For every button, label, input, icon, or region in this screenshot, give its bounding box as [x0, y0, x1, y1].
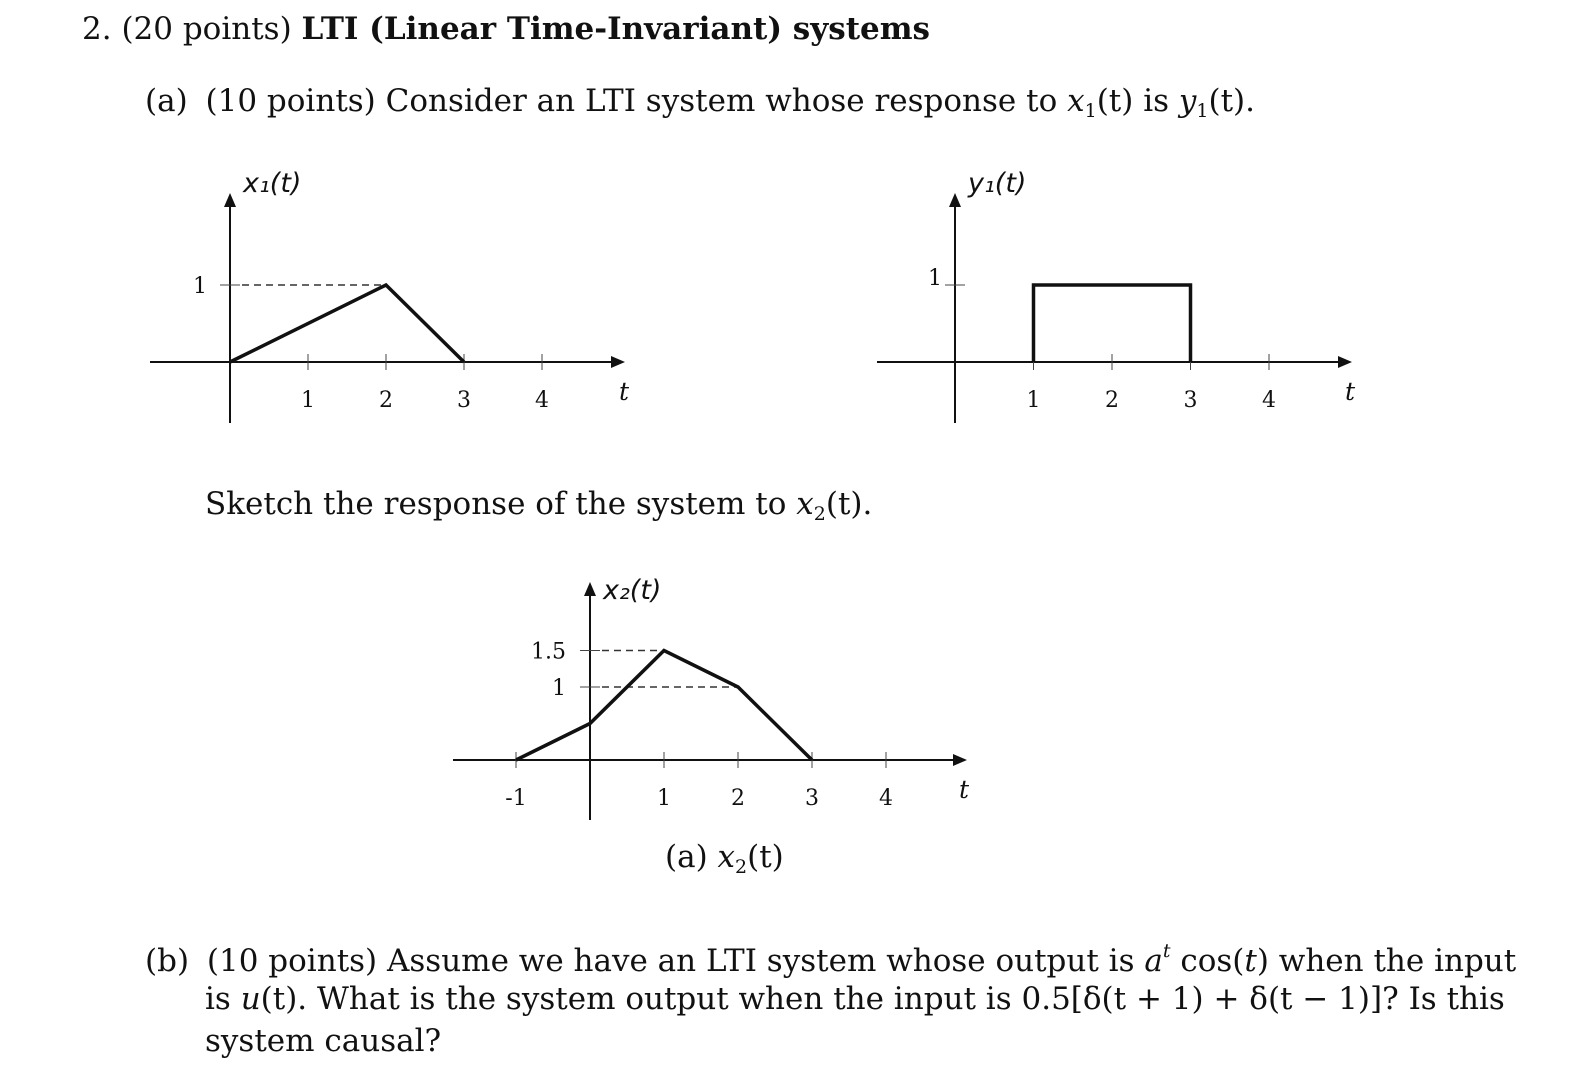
signal-series-line	[1034, 285, 1191, 362]
y-tick-label: 1	[552, 676, 566, 701]
part-b-points: (10 points)	[206, 943, 378, 979]
x-tick-label: 4	[535, 388, 549, 413]
signal-series-line	[516, 651, 812, 761]
part-b-line-1: (b) (10 points) Assume we have an LTI system whose output is $a^t$ cos(t) when the input	[145, 940, 1517, 979]
part-b-line-3: system causal?	[205, 1023, 442, 1059]
problem-number: 2.	[82, 11, 112, 47]
y-tick-label: 1.5	[531, 639, 566, 665]
part-a-points: (10 points)	[205, 83, 376, 119]
y-tick-label: 1	[193, 274, 207, 299]
part-a-statement: (a) (10 points) Consider an LTI system whose response to $x_1(t)$ is $y_1(t)$.	[145, 83, 1255, 122]
part-b-line-2: is u(t). What is the system output when the input is 0.5[δ(t + 1) + δ(t − 1)]? Is this	[205, 981, 1505, 1017]
x-axis-title: t	[618, 377, 630, 406]
x-tick-label: -1	[505, 786, 527, 811]
x-axis-title: t	[1344, 377, 1356, 406]
y-axis-title: x₂(t)	[603, 575, 662, 606]
part-b-label: (b)	[145, 943, 190, 979]
x-tick-label: 3	[1183, 388, 1198, 413]
x-tick-label: 1	[301, 388, 315, 413]
part-a-text: Consider an LTI system whose response to	[385, 83, 1058, 119]
y-axis-arrow-icon	[584, 582, 596, 596]
x-tick-label: 4	[1262, 388, 1276, 413]
y-axis-title: y₁(t)	[968, 168, 1027, 199]
x-axis-title: t	[958, 775, 970, 804]
problem-points: (20 points)	[121, 11, 292, 47]
x-axis-arrow-icon	[1338, 356, 1352, 368]
x-tick-label: 1	[1026, 388, 1041, 413]
x-tick-label: 2	[731, 786, 745, 811]
x-tick-label: 3	[457, 388, 471, 413]
y-axis-title: x₁(t)	[243, 168, 302, 199]
x-axis-arrow-icon	[611, 356, 625, 368]
x-tick-label: 2	[1105, 388, 1119, 413]
figure-caption: (a) $x_2(t)$	[665, 839, 784, 878]
x-tick-label: 3	[805, 786, 819, 811]
signal-series-line	[230, 285, 464, 362]
sketch-instruction: Sketch the response of the system to $x_2(t)$.	[205, 486, 873, 525]
x-tick-label: 4	[879, 786, 893, 811]
x-tick-label: 2	[379, 388, 393, 413]
y-tick-label: 1	[928, 266, 942, 291]
x-tick-label: 1	[657, 786, 671, 811]
problem-title: LTI (Linear Time-Invariant) systems	[301, 11, 930, 47]
y-axis-arrow-icon	[224, 193, 236, 207]
x-axis-arrow-icon	[953, 754, 967, 766]
y-axis-arrow-icon	[949, 193, 961, 207]
part-a-label: (a)	[145, 83, 188, 119]
